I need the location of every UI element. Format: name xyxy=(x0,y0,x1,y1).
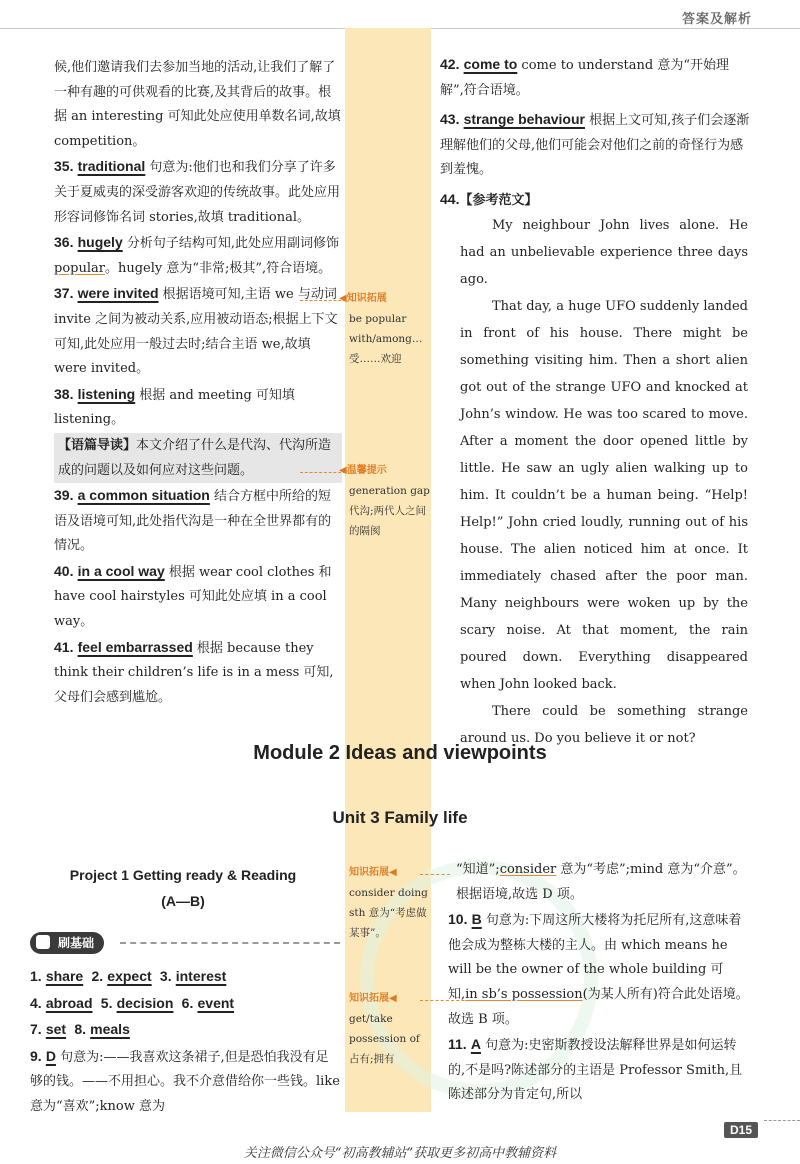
q44-number: 44. xyxy=(440,190,460,207)
a1-number: 1. xyxy=(30,968,42,984)
q34-continued: 候,他们邀请我们去参加当地的活动,让我们了解了一种有趣的可供观看的比赛,及其背后的故事。根据 an interesting 可知此处应使用单数名词,故填 competition。 xyxy=(54,60,341,149)
sample-essay xyxy=(460,212,748,752)
q10-explanation-a: 句意为:下周这所大楼将为托尼所有,这意味着他会成为整栋大楼的主人。由 which means he will be the owner of the whole building 可知, xyxy=(448,913,742,1002)
q37-answer: were invited xyxy=(77,285,159,302)
q9-item xyxy=(30,1044,340,1120)
q44-item xyxy=(440,187,750,214)
q36-number: 36. xyxy=(54,234,74,251)
q36-underlined-word: popular xyxy=(54,260,105,276)
q37-number: 37. xyxy=(54,285,74,302)
q38-explanation: 根据 and meeting 可知填 listening。 xyxy=(54,387,295,428)
project-title-line1: Project 1 Getting ready & Reading xyxy=(69,867,297,883)
sidebar-note-2-text: generation gap 代沟;两代人之间的隔阂 xyxy=(349,485,430,537)
q44-label: 【参考范文】 xyxy=(459,191,538,207)
sidebar-tag-1 xyxy=(339,288,431,309)
left-top-column xyxy=(54,56,342,710)
q38-number: 38. xyxy=(54,385,74,402)
bottom-right-column xyxy=(448,858,750,1108)
a4-number: 4. xyxy=(30,994,42,1011)
a7-number: 7. xyxy=(30,1021,42,1038)
sidebar-note-2 xyxy=(339,460,431,541)
q10-underlined-phrase: in sb’s possession xyxy=(465,986,583,1002)
a8-number: 8. xyxy=(74,1021,87,1038)
module-title: Module 2 Ideas and viewpoints xyxy=(253,742,547,764)
q42-item xyxy=(440,52,750,103)
badge-divider xyxy=(120,942,340,944)
q37-item xyxy=(54,281,342,381)
answers-row-2 xyxy=(30,991,340,1018)
sidebar-note-3 xyxy=(349,862,431,943)
q36-answer: hugely xyxy=(77,234,123,251)
q36-explanation-a: 分析句子结构可知,此处应用副词修饰 xyxy=(122,236,339,252)
essay-paragraph-1: My neighbour John lives alone. He had an unbelievable experience three days ago. xyxy=(460,218,748,287)
q35-number: 35. xyxy=(54,158,74,175)
passage-guide-text: 本文介绍了什么是代沟、代沟所造成的问题以及如何应对这些问题。 xyxy=(58,437,332,478)
a5-answer: decision xyxy=(116,994,174,1011)
answers-row-3 xyxy=(30,1017,340,1044)
q9-underlined-word: consider xyxy=(499,862,557,877)
a6-answer: event xyxy=(197,994,235,1011)
q39-number: 39. xyxy=(54,487,74,504)
a6-number: 6. xyxy=(181,994,194,1011)
sidebar-tag-1-text: 知识拓展 xyxy=(346,293,387,304)
q10-explanation-b: (为某人所有)符合此处语境。故选 B 项。 xyxy=(448,986,749,1027)
q43-explanation: 根据上文可知,孩子们会逐渐理解他们的父母,他们可能会对他们之前的奇怪行为感到羞愧。 xyxy=(440,113,750,178)
a5-number: 5. xyxy=(100,994,113,1011)
q36-explanation-b: 。hugely 意为“非常;极其”,符合语境。 xyxy=(104,260,332,276)
q11-explanation: 句意为:史密斯教授设法解释世界是如何运转的,不是吗?陈述部分的主语是 Professor Smith,且陈述部分为肯定句,所以 xyxy=(448,1038,743,1103)
q9-cont-a: “知道”; xyxy=(456,862,500,877)
a8-answer: meals xyxy=(90,1021,130,1038)
sidebar-tag-2-text: 温馨提示 xyxy=(346,465,387,476)
sidebar-tag-2 xyxy=(339,460,431,481)
passage-guide xyxy=(54,433,342,483)
badge-label: 刷基础 xyxy=(58,936,95,950)
q10-number: 10. xyxy=(448,911,468,928)
a3-number: 3. xyxy=(159,968,172,984)
sidebar-tag-3-text: 知识拓展 xyxy=(349,867,389,878)
q9-explanation: 句意为:——我喜欢这条裙子,但是恐怕我没有足够的钱。——不用担心。我不介意借给你一些钱。like 意为“喜欢”;know 意为 xyxy=(30,1049,340,1114)
q42-answer: come to xyxy=(463,56,518,72)
project-title-line2: (A—B) xyxy=(161,893,205,909)
q9-answer: D xyxy=(45,1047,56,1064)
q36-item xyxy=(54,230,342,281)
q9-number: 9. xyxy=(30,1047,42,1064)
a2-answer: expect xyxy=(107,968,152,984)
q11-number: 11. xyxy=(448,1036,467,1053)
q42-explanation: come to understand 意为“开始理解”,符合语境。 xyxy=(440,58,729,98)
q43-number: 43. xyxy=(440,111,460,128)
q40-number: 40. xyxy=(54,562,74,579)
essay-paragraph-2: That day, a huge UFO suddenly landed in front of his house. There might be something visiting him. Then a short alien got out of the strange UFO and knocked at John’s window. He was too scared to move. After a moment the door opened little by little. He saw an ugly alien walking up to him. It couldn’t be a human being. “Help! Help!” John cried loudly, running out of his house. The alien noticed him at once. It immediately chased after the poor man. Many neighbours were woken up by the scary noise. At that moment, the rain poured down. Everything disappeared when John looked back. xyxy=(460,299,748,692)
sidebar-note-3-text: consider doing sth 意为“考虑做某事”。 xyxy=(349,887,428,939)
project-title xyxy=(48,862,318,914)
q40-explanation: 根据 wear cool clothes 和 have cool hairstyles 可知此处应填 in a cool way。 xyxy=(54,564,332,630)
arrow-left-icon: ◀ xyxy=(339,293,347,304)
unit-title: Unit 3 Family life xyxy=(332,808,468,827)
essay-paragraph-3: There could be something strange around us. Do you believe it or not? xyxy=(460,704,748,746)
q41-explanation: 根据 because they think their children’s life is in a mess 可知,父母们会感到尴尬。 xyxy=(54,640,334,705)
a4-answer: abroad xyxy=(45,994,93,1011)
q38-item xyxy=(54,382,342,433)
a2-number: 2. xyxy=(91,968,104,984)
footer-note: 关注微信公众号“初高教辅站”获取更多初高中教辅资料 xyxy=(243,1146,557,1161)
a1-answer: share xyxy=(45,968,84,984)
a7-answer: set xyxy=(45,1021,67,1038)
q40-item xyxy=(54,559,342,635)
sidebar-tag-4-text: 知识拓展 xyxy=(349,993,389,1004)
q11-item xyxy=(448,1032,750,1108)
sidebar-tag-4 xyxy=(349,988,431,1009)
q9-cont-b: 意为“考虑”;mind 意为“介意”。根据语境,故选 D 项。 xyxy=(456,862,746,902)
q38-answer: listening xyxy=(77,385,136,402)
q11-answer: A xyxy=(470,1036,481,1053)
q41-number: 41. xyxy=(54,638,74,655)
sidebar-note-1 xyxy=(339,288,431,369)
a3-answer: interest xyxy=(175,968,227,984)
right-top-column xyxy=(440,52,750,214)
bottom-left-column xyxy=(30,964,340,1120)
q41-item xyxy=(54,635,342,711)
sidebar-note-4 xyxy=(349,988,431,1069)
q35-answer: traditional xyxy=(77,158,146,175)
q10-item xyxy=(448,907,750,1032)
q39-item xyxy=(54,483,342,559)
passage-guide-label: 【语篇导读】 xyxy=(58,436,137,452)
page-number: D15 xyxy=(724,1122,758,1138)
q35-item xyxy=(54,154,342,230)
arrow-left-icon: ◀ xyxy=(389,993,397,1004)
header-title: 答案及解析 xyxy=(681,12,752,27)
pencil-icon xyxy=(36,935,50,949)
q37-explanation: 根据语境可知,主语 we 与动词 invite 之间为被动关系,应用被动语态;根据上下文可知,此处应用一般过去时;结合主语 we,故填 were invited。 xyxy=(54,287,338,377)
sidebar-tag-3 xyxy=(349,862,431,883)
q43-item xyxy=(440,107,750,183)
answers-row-1 xyxy=(30,964,340,991)
q39-explanation: 结合方框中所给的短语及语境可知,此处指代沟是一种在全世界都有的情况。 xyxy=(54,489,332,554)
arrow-left-icon: ◀ xyxy=(339,465,347,476)
q40-answer: in a cool way xyxy=(77,562,165,579)
q43-answer: strange behaviour xyxy=(463,111,585,128)
sidebar-note-1-text: be popular with/among… 受……欢迎 xyxy=(349,313,423,365)
page-number-dots xyxy=(764,1120,800,1121)
sidebar-note-4-text: get/take possession of 占有;拥有 xyxy=(349,1013,420,1065)
q42-number: 42. xyxy=(440,56,460,72)
q41-answer: feel embarrassed xyxy=(77,638,193,655)
q10-answer: B xyxy=(471,911,482,928)
q35-explanation: 句意为:他们也和我们分享了许多关于夏威夷的深受游客欢迎的传统故事。此处应用形容词修饰名词 stories,故填 traditional。 xyxy=(54,160,341,225)
arrow-left-icon: ◀ xyxy=(389,867,397,878)
basic-practice-badge xyxy=(30,932,104,954)
q39-answer: a common situation xyxy=(77,487,210,504)
q9-continued xyxy=(448,858,750,907)
